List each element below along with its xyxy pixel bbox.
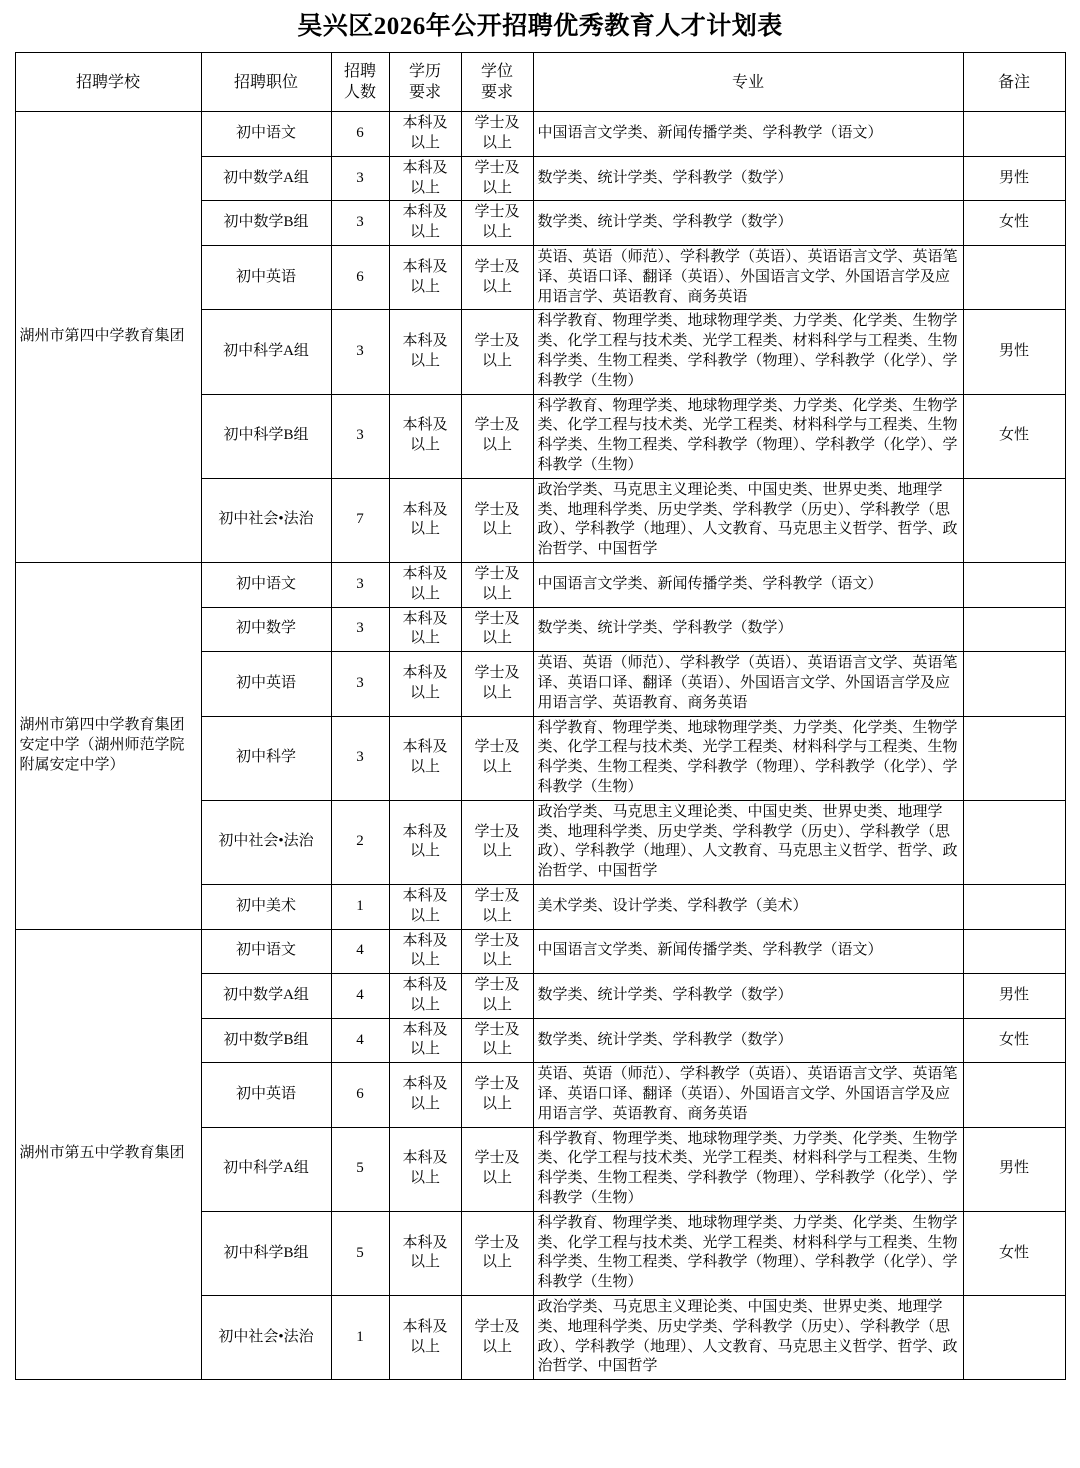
cell-degree-line1: 学士及 (474, 1150, 520, 1167)
cell-education-line2: 以上 (409, 1041, 440, 1058)
cell-education-line2: 以上 (409, 684, 440, 701)
cell-degree-line1: 学士及 (474, 610, 520, 627)
cell-remark (963, 562, 1065, 607)
cell-degree-line2: 以上 (481, 1095, 512, 1112)
cell-position: 初中数学A组 (201, 156, 331, 201)
cell-degree-line2: 以上 (481, 952, 512, 969)
cell-count: 5 (331, 1127, 389, 1211)
cell-degree-line1: 学士及 (474, 115, 520, 132)
cell-education (389, 1211, 461, 1295)
cell-degree-line1: 学士及 (474, 932, 520, 949)
cell-count: 3 (331, 607, 389, 652)
cell-education-line2: 以上 (409, 224, 440, 241)
cell-degree (461, 800, 533, 884)
cell-education-line2: 以上 (409, 996, 440, 1013)
cell-education (389, 974, 461, 1019)
table-header (15, 53, 1065, 112)
cell-remark (963, 607, 1065, 652)
page-title: 吴兴区2026年公开招聘优秀教育人才计划表 (297, 13, 783, 40)
cell-degree (461, 310, 533, 394)
cell-remark: 女性 (963, 201, 1065, 246)
cell-position: 初中数学 (201, 607, 331, 652)
cell-degree-line1: 学士及 (474, 159, 520, 176)
cell-education (389, 478, 461, 562)
cell-major: 中国语言文学类、新闻传播学类、学科教学（语文） (533, 562, 963, 607)
cell-position: 初中英语 (201, 652, 331, 716)
cell-degree-line2: 以上 (481, 437, 512, 454)
cell-education (389, 929, 461, 974)
cell-degree-line1: 学士及 (474, 977, 520, 994)
cell-major: 科学教育、物理学类、地球物理学类、力学类、化学类、生物学类、化学工程与技术类、光学工程类、材料科学与工程类、生物科学类、生物工程类、学科教学（物理）、学科教学（化学）、学科教学（生物） (533, 394, 963, 478)
cell-education-line2: 以上 (409, 952, 440, 969)
cell-remark: 男性 (963, 974, 1065, 1019)
cell-degree (461, 478, 533, 562)
cell-education (389, 716, 461, 800)
cell-degree (461, 716, 533, 800)
cell-count: 3 (331, 652, 389, 716)
cell-degree-line2: 以上 (481, 1338, 512, 1355)
cell-degree (461, 1127, 533, 1211)
cell-count: 3 (331, 156, 389, 201)
cell-degree-line2: 以上 (481, 1254, 512, 1271)
table-row (15, 929, 1065, 974)
cell-position: 初中科学B组 (201, 394, 331, 478)
cell-degree-line1: 学士及 (474, 1021, 520, 1038)
cell-degree (461, 974, 533, 1019)
cell-education (389, 310, 461, 394)
cell-education-line2: 以上 (409, 437, 440, 454)
cell-degree-line1: 学士及 (474, 1234, 520, 1251)
cell-degree (461, 929, 533, 974)
cell-major: 科学教育、物理学类、地球物理学类、力学类、化学类、生物学类、化学工程与技术类、光学工程类、材料科学与工程类、生物科学类、生物工程类、学科教学（物理）、学科教学（化学）、学科教学（生物） (533, 716, 963, 800)
cell-major: 数学类、统计学类、学科教学（数学） (533, 201, 963, 246)
cell-remark (963, 929, 1065, 974)
table-row (15, 112, 1065, 157)
cell-degree (461, 607, 533, 652)
cell-education (389, 1018, 461, 1063)
cell-school: 湖州市第四中学教育集团 (15, 112, 201, 563)
cell-major: 科学教育、物理学类、地球物理学类、力学类、化学类、生物学类、化学工程与技术类、光学工程类、材料科学与工程类、生物科学类、生物工程类、学科教学（物理）、学科教学（化学）、学科教学（生物） (533, 1211, 963, 1295)
cell-position: 初中社会•法治 (201, 800, 331, 884)
column-header-count-line2: 人数 (343, 84, 376, 102)
cell-degree-line2: 以上 (481, 352, 512, 369)
cell-major: 政治学类、马克思主义理论类、中国史类、世界史类、地理学类、地理科学类、历史学类、学科教学（历史）、学科教学（思政）、学科教学（地理）、人文教育、马克思主义哲学、哲学、政治哲学、中国哲学 (533, 478, 963, 562)
cell-education-line2: 以上 (409, 278, 440, 295)
cell-degree (461, 652, 533, 716)
column-header-education-line1: 学历 (408, 63, 441, 80)
cell-position: 初中语文 (201, 112, 331, 157)
cell-education-line1: 本科及 (402, 739, 448, 756)
cell-education-line2: 以上 (409, 135, 440, 152)
cell-degree-line2: 以上 (481, 759, 512, 776)
cell-education-line1: 本科及 (402, 115, 448, 132)
cell-education-line1: 本科及 (402, 823, 448, 840)
cell-major: 数学类、统计学类、学科教学（数学） (533, 1018, 963, 1063)
cell-degree-line2: 以上 (481, 135, 512, 152)
cell-degree (461, 156, 533, 201)
cell-school: 湖州市第四中学教育集团安定中学（湖州师范学院附属安定中学） (15, 562, 201, 929)
cell-education-line2: 以上 (409, 352, 440, 369)
cell-count: 3 (331, 562, 389, 607)
cell-degree-line2: 以上 (481, 585, 512, 602)
cell-degree-line2: 以上 (481, 179, 512, 196)
cell-remark (963, 1063, 1065, 1127)
cell-degree-line1: 学士及 (474, 501, 520, 518)
cell-education (389, 1296, 461, 1380)
cell-count: 6 (331, 112, 389, 157)
cell-remark (963, 478, 1065, 562)
cell-education (389, 246, 461, 310)
cell-education (389, 156, 461, 201)
cell-degree-line1: 学士及 (474, 739, 520, 756)
cell-count: 4 (331, 929, 389, 974)
cell-education (389, 394, 461, 478)
cell-remark (963, 652, 1065, 716)
column-header-education (389, 53, 461, 112)
cell-degree-line2: 以上 (481, 278, 512, 295)
cell-position: 初中社会•法治 (201, 1296, 331, 1380)
cell-major: 科学教育、物理学类、地球物理学类、力学类、化学类、生物学类、化学工程与技术类、光学工程类、材料科学与工程类、生物科学类、生物工程类、学科教学（物理）、学科教学（化学）、学科教学（生物） (533, 1127, 963, 1211)
cell-position: 初中社会•法治 (201, 478, 331, 562)
cell-count: 4 (331, 974, 389, 1019)
cell-education-line2: 以上 (409, 843, 440, 860)
cell-education-line2: 以上 (409, 1338, 440, 1355)
cell-education-line1: 本科及 (402, 333, 448, 350)
cell-education (389, 112, 461, 157)
cell-remark: 男性 (963, 1127, 1065, 1211)
cell-major: 英语、英语（师范）、学科教学（英语）、英语语言文学、英语笔译、英语口译、翻译（英语）、外国语言文学、外国语言学及应用语言学、英语教育、商务英语 (533, 246, 963, 310)
cell-education-line2: 以上 (409, 1254, 440, 1271)
cell-education (389, 607, 461, 652)
cell-remark (963, 800, 1065, 884)
cell-count: 2 (331, 800, 389, 884)
cell-count: 7 (331, 478, 389, 562)
cell-position: 初中数学B组 (201, 1018, 331, 1063)
cell-degree (461, 562, 533, 607)
cell-remark: 男性 (963, 156, 1065, 201)
cell-position: 初中科学A组 (201, 1127, 331, 1211)
cell-school: 湖州市第五中学教育集团 (15, 929, 201, 1380)
cell-position: 初中数学B组 (201, 201, 331, 246)
cell-remark: 女性 (963, 1018, 1065, 1063)
column-header-position: 招聘职位 (201, 53, 331, 112)
cell-education (389, 562, 461, 607)
cell-degree-line1: 学士及 (474, 417, 520, 434)
cell-position: 初中科学B组 (201, 1211, 331, 1295)
column-header-remark: 备注 (963, 53, 1065, 112)
cell-degree-line1: 学士及 (474, 665, 520, 682)
cell-degree-line1: 学士及 (474, 1076, 520, 1093)
cell-education (389, 201, 461, 246)
cell-count: 1 (331, 884, 389, 929)
cell-remark: 男性 (963, 310, 1065, 394)
cell-remark: 女性 (963, 394, 1065, 478)
cell-degree (461, 246, 533, 310)
cell-degree-line1: 学士及 (474, 1318, 520, 1335)
cell-degree-line2: 以上 (481, 224, 512, 241)
cell-count: 5 (331, 1211, 389, 1295)
cell-education-line1: 本科及 (402, 565, 448, 582)
cell-education-line1: 本科及 (402, 1076, 448, 1093)
cell-remark (963, 112, 1065, 157)
cell-major: 英语、英语（师范）、学科教学（英语）、英语语言文学、英语笔译、英语口译、翻译（英语）、外国语言文学、外国语言学及应用语言学、英语教育、商务英语 (533, 1063, 963, 1127)
table-body (15, 112, 1065, 1380)
cell-major: 中国语言文学类、新闻传播学类、学科教学（语文） (533, 112, 963, 157)
cell-degree-line1: 学士及 (474, 823, 520, 840)
cell-major: 科学教育、物理学类、地球物理学类、力学类、化学类、生物学类、化学工程与技术类、光学工程类、材料科学与工程类、生物科学类、生物工程类、学科教学（物理）、学科教学（化学）、学科教学（生物） (533, 310, 963, 394)
cell-major: 数学类、统计学类、学科教学（数学） (533, 156, 963, 201)
cell-degree-line1: 学士及 (474, 258, 520, 275)
cell-degree-line1: 学士及 (474, 887, 520, 904)
cell-degree-line2: 以上 (481, 630, 512, 647)
cell-degree-line1: 学士及 (474, 204, 520, 221)
cell-education-line1: 本科及 (402, 417, 448, 434)
cell-education-line2: 以上 (409, 907, 440, 924)
column-header-degree (461, 53, 533, 112)
table-header-row (15, 53, 1065, 112)
cell-major: 英语、英语（师范）、学科教学（英语）、英语语言文学、英语笔译、英语口译、翻译（英语）、外国语言文学、外国语言学及应用语言学、英语教育、商务英语 (533, 652, 963, 716)
cell-count: 1 (331, 1296, 389, 1380)
cell-degree-line2: 以上 (481, 1170, 512, 1187)
cell-degree-line2: 以上 (481, 684, 512, 701)
cell-major: 数学类、统计学类、学科教学（数学） (533, 974, 963, 1019)
cell-education (389, 1063, 461, 1127)
column-header-major: 专业 (533, 53, 963, 112)
cell-education-line1: 本科及 (402, 977, 448, 994)
cell-degree-line2: 以上 (481, 996, 512, 1013)
cell-position: 初中美术 (201, 884, 331, 929)
cell-remark: 女性 (963, 1211, 1065, 1295)
cell-degree-line2: 以上 (481, 521, 512, 538)
cell-remark (963, 246, 1065, 310)
column-header-education-line2: 要求 (408, 84, 441, 102)
cell-degree (461, 1296, 533, 1380)
table-row (15, 562, 1065, 607)
cell-major: 数学类、统计学类、学科教学（数学） (533, 607, 963, 652)
cell-position: 初中科学A组 (201, 310, 331, 394)
cell-remark (963, 1296, 1065, 1380)
column-header-degree-line2: 要求 (480, 84, 513, 102)
cell-position: 初中语文 (201, 929, 331, 974)
cell-education-line1: 本科及 (402, 501, 448, 518)
cell-count: 6 (331, 246, 389, 310)
cell-education-line1: 本科及 (402, 159, 448, 176)
cell-degree-line2: 以上 (481, 843, 512, 860)
cell-education-line1: 本科及 (402, 1318, 448, 1335)
cell-degree (461, 394, 533, 478)
cell-degree (461, 1018, 533, 1063)
cell-position: 初中数学A组 (201, 974, 331, 1019)
column-header-count-line1: 招聘 (343, 63, 376, 80)
cell-degree (461, 884, 533, 929)
cell-degree (461, 201, 533, 246)
cell-education-line1: 本科及 (402, 610, 448, 627)
cell-count: 3 (331, 201, 389, 246)
cell-position: 初中英语 (201, 1063, 331, 1127)
cell-education-line2: 以上 (409, 630, 440, 647)
column-header-count (331, 53, 389, 112)
recruitment-plan-table (15, 52, 1066, 1380)
cell-major: 美术学类、设计学类、学科教学（美术） (533, 884, 963, 929)
cell-remark (963, 716, 1065, 800)
cell-remark (963, 884, 1065, 929)
cell-education-line1: 本科及 (402, 1150, 448, 1167)
cell-education (389, 652, 461, 716)
cell-count: 4 (331, 1018, 389, 1063)
cell-education-line1: 本科及 (402, 258, 448, 275)
cell-education-line2: 以上 (409, 521, 440, 538)
cell-education-line2: 以上 (409, 759, 440, 776)
cell-education (389, 800, 461, 884)
cell-position: 初中英语 (201, 246, 331, 310)
cell-education-line1: 本科及 (402, 1234, 448, 1251)
cell-education (389, 884, 461, 929)
cell-degree-line1: 学士及 (474, 565, 520, 582)
cell-education-line2: 以上 (409, 585, 440, 602)
cell-degree-line2: 以上 (481, 1041, 512, 1058)
cell-education-line2: 以上 (409, 179, 440, 196)
cell-major: 政治学类、马克思主义理论类、中国史类、世界史类、地理学类、地理科学类、历史学类、学科教学（历史）、学科教学（思政）、学科教学（地理）、人文教育、马克思主义哲学、哲学、政治哲学、中国哲学 (533, 800, 963, 884)
cell-education-line2: 以上 (409, 1095, 440, 1112)
cell-education (389, 1127, 461, 1211)
cell-education-line1: 本科及 (402, 665, 448, 682)
cell-count: 6 (331, 1063, 389, 1127)
cell-degree-line1: 学士及 (474, 333, 520, 350)
column-header-degree-line1: 学位 (480, 63, 513, 80)
cell-education-line1: 本科及 (402, 887, 448, 904)
cell-position: 初中语文 (201, 562, 331, 607)
cell-count: 3 (331, 310, 389, 394)
cell-major: 政治学类、马克思主义理论类、中国史类、世界史类、地理学类、地理科学类、历史学类、学科教学（历史）、学科教学（思政）、学科教学（地理）、人文教育、马克思主义哲学、哲学、政治哲学、中国哲学 (533, 1296, 963, 1380)
cell-education-line2: 以上 (409, 1170, 440, 1187)
cell-count: 3 (331, 394, 389, 478)
column-header-school: 招聘学校 (15, 53, 201, 112)
cell-degree (461, 1063, 533, 1127)
cell-major: 中国语言文学类、新闻传播学类、学科教学（语文） (533, 929, 963, 974)
cell-education-line1: 本科及 (402, 204, 448, 221)
cell-education-line1: 本科及 (402, 932, 448, 949)
cell-count: 3 (331, 716, 389, 800)
cell-degree (461, 112, 533, 157)
cell-degree-line2: 以上 (481, 907, 512, 924)
cell-position: 初中科学 (201, 716, 331, 800)
cell-degree (461, 1211, 533, 1295)
cell-education-line1: 本科及 (402, 1021, 448, 1038)
